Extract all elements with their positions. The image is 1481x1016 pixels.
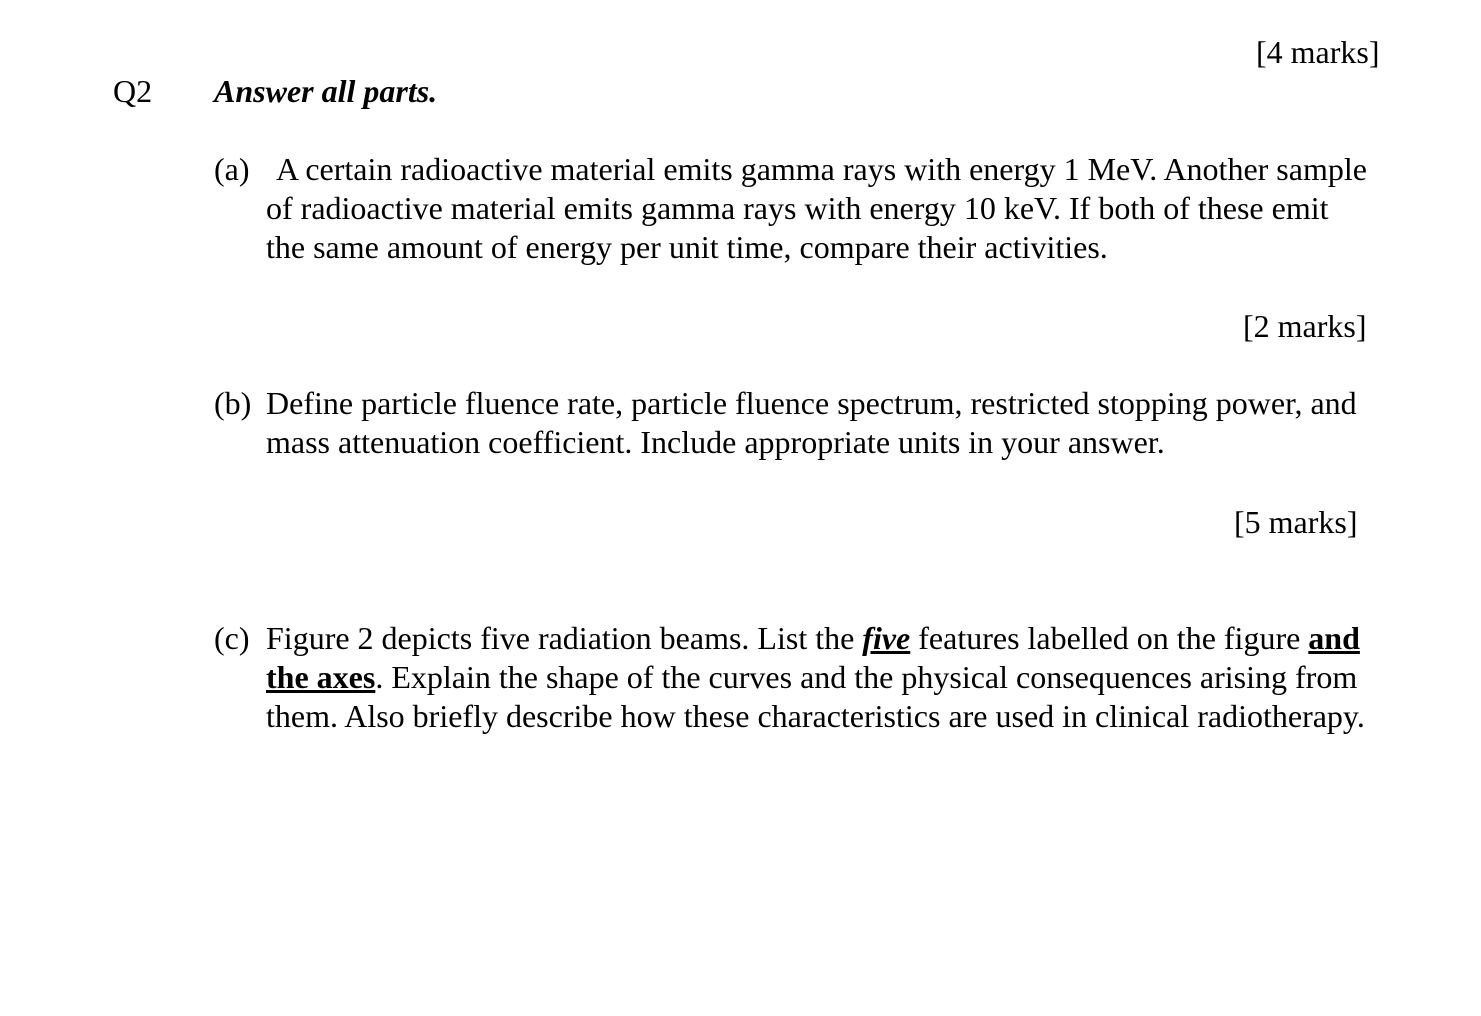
top-marks: [4 marks] bbox=[1256, 34, 1380, 70]
part-b-text: Define particle fluence rate, particle fluence spectrum, restricted stopping power, and mass attenuation coefficient. Include appropriate units in your answer. bbox=[266, 385, 1357, 460]
part-b-marks: [5 marks] bbox=[1234, 504, 1358, 540]
part-c-text-1: Figure 2 depicts five radiation beams. List the bbox=[266, 620, 863, 656]
part-b-label: (b) bbox=[214, 385, 252, 421]
question-number: Q2 bbox=[113, 73, 153, 109]
part-a-marks: [2 marks] bbox=[1243, 308, 1367, 344]
part-c-text-2: features labelled on the figure bbox=[910, 620, 1309, 656]
question-instruction: Answer all parts. bbox=[214, 73, 438, 109]
part-a-label: (a) bbox=[214, 151, 250, 187]
part-c-emphasis-axes: and the axes bbox=[266, 620, 1360, 695]
part-a-text: A certain radioactive material emits gamma rays with energy 1 MeV. Another sample of radioactive material emits gamma rays with energy 10 keV. If both of these emit the same amount of energy per unit time, compare their activities. bbox=[266, 151, 1367, 265]
part-a bbox=[214, 150, 1374, 267]
part-b bbox=[214, 384, 1374, 462]
part-c-text-3: . Explain the shape of the curves and the physical consequences arising from them. Also briefly describe how these characteristics are used in clinical radiotherapy. bbox=[266, 659, 1365, 734]
part-c-text bbox=[266, 619, 1374, 736]
part-c-emphasis-five: five bbox=[862, 620, 911, 656]
part-c bbox=[214, 619, 1374, 736]
part-c-label: (c) bbox=[214, 620, 250, 656]
